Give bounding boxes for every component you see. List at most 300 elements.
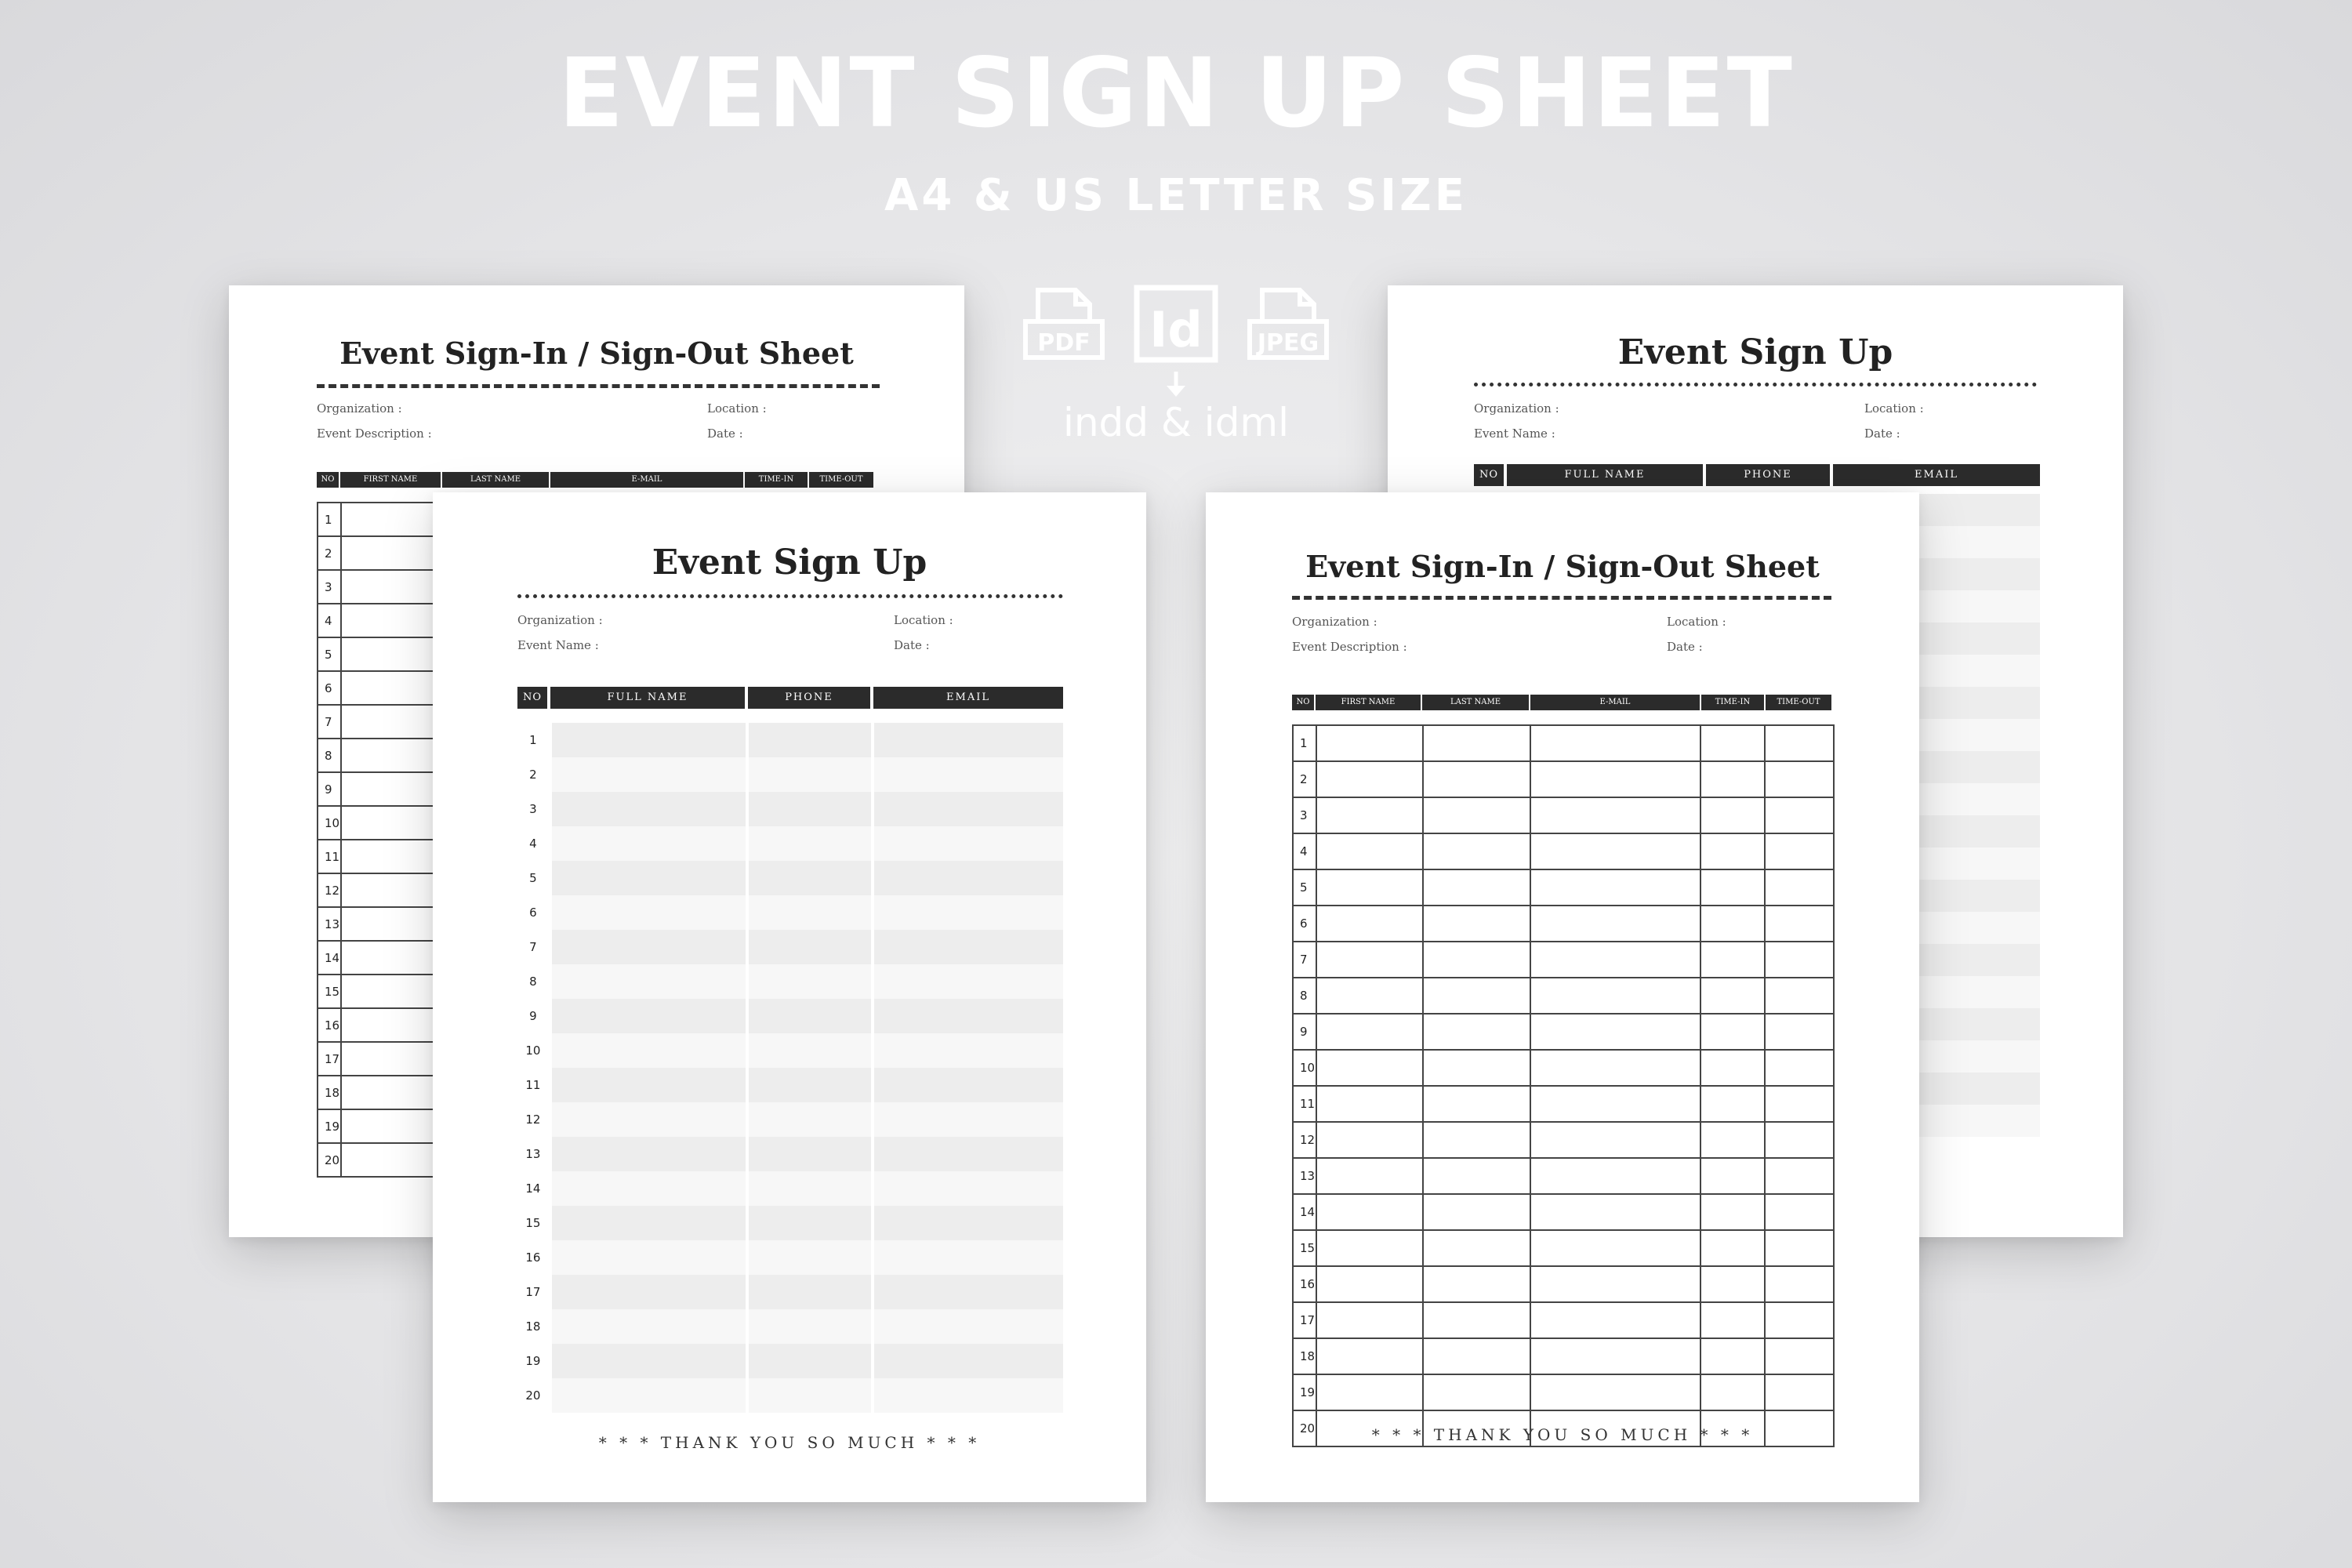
- row-number: 5: [318, 637, 341, 671]
- table-row: [1293, 1194, 1834, 1230]
- entry-cell[interactable]: [1700, 1014, 1765, 1050]
- entry-cell[interactable]: [1423, 761, 1531, 797]
- entry-cell[interactable]: [1765, 906, 1834, 942]
- entry-cell[interactable]: [341, 1076, 443, 1109]
- entry-cell[interactable]: [1765, 1194, 1834, 1230]
- column-header-first-name: FIRST NAME: [1316, 695, 1421, 710]
- sheet-title: Event Sign-In / Sign-Out Sheet: [339, 336, 854, 371]
- entry-cell[interactable]: [1700, 797, 1765, 833]
- entry-cell[interactable]: [552, 792, 746, 826]
- entry-cell[interactable]: [552, 1240, 746, 1275]
- entry-cell[interactable]: [1423, 1194, 1531, 1230]
- entry-cell[interactable]: [874, 826, 1063, 861]
- sheet-title: Event Sign-In / Sign-Out Sheet: [1305, 549, 1820, 584]
- location-label: Location :: [894, 613, 953, 627]
- table-row: [1293, 1014, 1834, 1050]
- thank-you-footer: * * * THANK YOU SO MUCH * * *: [598, 1433, 981, 1452]
- table-row: [517, 999, 1063, 1033]
- row-number: 10: [318, 806, 341, 840]
- entry-cell[interactable]: [874, 861, 1063, 895]
- entry-cell[interactable]: [552, 930, 746, 964]
- column-header-last-name: LAST NAME: [1422, 695, 1529, 710]
- entry-cell[interactable]: [874, 1275, 1063, 1309]
- entry-cell[interactable]: [749, 1240, 871, 1275]
- row-number: 7: [529, 940, 537, 954]
- date-label: Date :: [1864, 426, 1900, 441]
- entry-cell[interactable]: [1700, 1050, 1765, 1086]
- table-row: [517, 1137, 1063, 1171]
- title-separator: [517, 594, 1063, 598]
- entry-cell[interactable]: [1700, 1158, 1765, 1194]
- entry-cell[interactable]: [1700, 906, 1765, 942]
- entry-cell[interactable]: [341, 671, 443, 705]
- column-header-last-name: LAST NAME: [442, 472, 549, 488]
- location-label: Location :: [707, 401, 767, 416]
- row-number: 16: [318, 1008, 341, 1042]
- entry-cell[interactable]: [1700, 942, 1765, 978]
- entry-cell[interactable]: [552, 895, 746, 930]
- table-row: [517, 1171, 1063, 1206]
- row-number: 16: [525, 1250, 541, 1265]
- column-header-no: NO: [517, 687, 547, 709]
- entry-cell[interactable]: [749, 1206, 871, 1240]
- table-row: [517, 1068, 1063, 1102]
- organization-label: Organization :: [517, 613, 603, 627]
- entry-cell[interactable]: [552, 1275, 746, 1309]
- row-number: 1: [318, 503, 341, 536]
- column-header-full-name: FULL NAME: [1507, 464, 1703, 486]
- entry-cell[interactable]: [1423, 1338, 1531, 1374]
- entry-cell[interactable]: [1423, 906, 1531, 942]
- entry-cell[interactable]: [874, 1171, 1063, 1206]
- date-label: Date :: [894, 638, 930, 652]
- entry-cell[interactable]: [1530, 906, 1700, 942]
- entry-cell[interactable]: [1530, 833, 1700, 869]
- row-number: 12: [1293, 1122, 1316, 1158]
- row-number: 20: [525, 1388, 541, 1403]
- row-number: 2: [1293, 761, 1316, 797]
- entry-cell[interactable]: [749, 723, 871, 757]
- entry-cell[interactable]: [749, 826, 871, 861]
- table-row: [1293, 1230, 1834, 1266]
- pdf-file-icon: [1021, 284, 1107, 370]
- table-row: [517, 1275, 1063, 1309]
- table-row: [1293, 1158, 1834, 1194]
- entry-cell[interactable]: [749, 1137, 871, 1171]
- row-number: 19: [1293, 1374, 1316, 1410]
- table-row: [517, 723, 1063, 757]
- sheet-title: Event Sign Up: [652, 543, 927, 583]
- entry-cell[interactable]: [1423, 942, 1531, 978]
- organization-label: Organization :: [1474, 401, 1559, 416]
- row-number: 7: [1293, 942, 1316, 978]
- row-number: 9: [318, 772, 341, 806]
- column-header-email: EMAIL: [873, 687, 1063, 709]
- column-header-time-in: TIME-IN: [1701, 695, 1764, 710]
- table-row: [1293, 1374, 1834, 1410]
- entry-cell[interactable]: [874, 1344, 1063, 1378]
- table-row: [1293, 1338, 1834, 1374]
- row-number: 15: [525, 1216, 541, 1230]
- entry-cell[interactable]: [1316, 725, 1423, 761]
- entry-cell[interactable]: [341, 806, 443, 840]
- entry-cell[interactable]: [1316, 906, 1423, 942]
- entry-cell[interactable]: [1765, 942, 1834, 978]
- entry-cell[interactable]: [341, 604, 443, 637]
- entry-cell[interactable]: [1316, 1194, 1423, 1230]
- row-number: 17: [1293, 1302, 1316, 1338]
- column-header-time-out: TIME-OUT: [1766, 695, 1831, 710]
- entry-cell[interactable]: [1316, 761, 1423, 797]
- jpeg-label: JPEG: [1257, 329, 1319, 357]
- entry-cell[interactable]: [1423, 1230, 1531, 1266]
- entry-cell[interactable]: [1316, 1050, 1423, 1086]
- entry-cell[interactable]: [1530, 869, 1700, 906]
- row-number: 16: [1293, 1266, 1316, 1302]
- entry-cell[interactable]: [1316, 833, 1423, 869]
- row-number: 17: [318, 1042, 341, 1076]
- entry-cell[interactable]: [874, 723, 1063, 757]
- entry-cell[interactable]: [341, 570, 443, 604]
- column-header-phone: PHONE: [1706, 464, 1830, 486]
- entry-cell[interactable]: [552, 861, 746, 895]
- entry-cell[interactable]: [1530, 1014, 1700, 1050]
- entry-cell[interactable]: [1316, 978, 1423, 1014]
- entry-cell[interactable]: [1765, 1230, 1834, 1266]
- column-header-phone: PHONE: [748, 687, 870, 709]
- entry-cell[interactable]: [1765, 1122, 1834, 1158]
- date-label: Date :: [1667, 640, 1703, 654]
- entry-cell[interactable]: [749, 861, 871, 895]
- row-number: 7: [318, 705, 341, 739]
- table-row: [517, 1033, 1063, 1068]
- entry-cell[interactable]: [1423, 1302, 1531, 1338]
- row-number: 10: [1293, 1050, 1316, 1086]
- row-number: 3: [529, 802, 537, 816]
- entry-cell[interactable]: [749, 999, 871, 1033]
- entry-cell[interactable]: [749, 1102, 871, 1137]
- table-row: [517, 964, 1063, 999]
- entry-cell[interactable]: [341, 1143, 443, 1177]
- entry-cell[interactable]: [1700, 978, 1765, 1014]
- table-row: [1293, 1050, 1834, 1086]
- entry-cell[interactable]: [1765, 1086, 1834, 1122]
- entry-cell[interactable]: [1530, 1158, 1700, 1194]
- row-number: 19: [525, 1354, 541, 1368]
- entry-cell[interactable]: [874, 895, 1063, 930]
- entry-cell[interactable]: [341, 536, 443, 570]
- column-header-no: NO: [1292, 695, 1314, 710]
- row-number: 12: [318, 873, 341, 907]
- entry-cell[interactable]: [1530, 1230, 1700, 1266]
- entry-cell[interactable]: [1423, 869, 1531, 906]
- entry-cell[interactable]: [341, 1008, 443, 1042]
- entry-cell[interactable]: [1700, 869, 1765, 906]
- entry-cell[interactable]: [1423, 978, 1531, 1014]
- entry-cell[interactable]: [1765, 1338, 1834, 1374]
- event-description-label: Event Description :: [317, 426, 432, 441]
- entry-cell[interactable]: [1765, 869, 1834, 906]
- entry-cell[interactable]: [1700, 1266, 1765, 1302]
- entry-cell[interactable]: [874, 757, 1063, 792]
- entry-cell[interactable]: [749, 964, 871, 999]
- entry-cell[interactable]: [552, 826, 746, 861]
- table-row: [1293, 869, 1834, 906]
- entry-cell[interactable]: [749, 1378, 871, 1413]
- entry-cell[interactable]: [749, 757, 871, 792]
- file-format-icons: [1011, 284, 1341, 456]
- entry-cell[interactable]: [1316, 1302, 1423, 1338]
- row-number: 15: [318, 975, 341, 1008]
- table-row: [517, 1206, 1063, 1240]
- entry-cell[interactable]: [749, 1171, 871, 1206]
- entry-cell[interactable]: [341, 975, 443, 1008]
- table-row: [1293, 906, 1834, 942]
- row-number: 5: [529, 871, 537, 885]
- entry-cell[interactable]: [552, 757, 746, 792]
- entry-cell[interactable]: [874, 930, 1063, 964]
- entry-cell[interactable]: [1765, 797, 1834, 833]
- column-header-no: NO: [317, 472, 339, 488]
- entry-cell[interactable]: [1423, 1086, 1531, 1122]
- entry-cell[interactable]: [552, 1206, 746, 1240]
- entry-cell[interactable]: [1316, 1122, 1423, 1158]
- table-row: [1293, 1122, 1834, 1158]
- entry-cell[interactable]: [874, 1378, 1063, 1413]
- column-header-time-in: TIME-IN: [745, 472, 808, 488]
- jpeg-file-icon: [1245, 284, 1331, 370]
- entry-cell[interactable]: [874, 1309, 1063, 1344]
- entry-cell[interactable]: [341, 503, 443, 536]
- entry-cell[interactable]: [874, 1137, 1063, 1171]
- location-label: Location :: [1864, 401, 1924, 416]
- entry-cell[interactable]: [1700, 761, 1765, 797]
- entry-cell[interactable]: [749, 792, 871, 826]
- event-description-label: Event Description :: [1292, 640, 1407, 654]
- row-number: 19: [318, 1109, 341, 1143]
- entry-cell[interactable]: [1530, 1194, 1700, 1230]
- entry-cell[interactable]: [552, 1102, 746, 1137]
- entry-cell[interactable]: [1700, 1122, 1765, 1158]
- entry-cell[interactable]: [1423, 725, 1531, 761]
- thank-you-footer: * * * THANK YOU SO MUCH * * *: [1371, 1425, 1754, 1444]
- entry-cell[interactable]: [749, 930, 871, 964]
- entry-cell[interactable]: [874, 1206, 1063, 1240]
- entry-cell[interactable]: [1765, 1302, 1834, 1338]
- entry-cell[interactable]: [341, 637, 443, 671]
- entry-cell[interactable]: [1423, 833, 1531, 869]
- table-row: [517, 1378, 1063, 1413]
- row-number: 10: [525, 1044, 541, 1058]
- table-row: [1293, 942, 1834, 978]
- entry-cell[interactable]: [1530, 725, 1700, 761]
- front-signup-sheet: [433, 492, 1146, 1502]
- row-number: 18: [1293, 1338, 1316, 1374]
- entry-cell[interactable]: [874, 1102, 1063, 1137]
- entry-cell[interactable]: [1765, 1158, 1834, 1194]
- entry-cell[interactable]: [1530, 1122, 1700, 1158]
- entry-cell[interactable]: [749, 1033, 871, 1068]
- entry-cell[interactable]: [552, 723, 746, 757]
- column-header-email: E-MAIL: [1530, 695, 1700, 710]
- entry-cell[interactable]: [552, 1171, 746, 1206]
- row-number: 14: [318, 941, 341, 975]
- row-number: 20: [318, 1143, 341, 1177]
- row-number: 18: [525, 1319, 541, 1334]
- table-row: [1293, 1086, 1834, 1122]
- entry-cell[interactable]: [341, 941, 443, 975]
- entry-cell[interactable]: [1530, 1302, 1700, 1338]
- table-row: [1293, 797, 1834, 833]
- entry-cell[interactable]: [552, 1068, 746, 1102]
- row-number: 1: [529, 733, 537, 747]
- column-header-time-out: TIME-OUT: [809, 472, 873, 488]
- row-number: 13: [525, 1147, 541, 1161]
- row-number: 4: [1293, 833, 1316, 869]
- title-separator: [1292, 596, 1831, 600]
- sheet-title: Event Sign Up: [1617, 332, 1893, 372]
- entry-cell[interactable]: [1530, 1050, 1700, 1086]
- entry-cell[interactable]: [1316, 942, 1423, 978]
- entry-cell[interactable]: [1423, 1122, 1531, 1158]
- entry-cell[interactable]: [1765, 1050, 1834, 1086]
- entry-cell[interactable]: [1423, 1374, 1531, 1410]
- entry-cell[interactable]: [749, 895, 871, 930]
- table-row: [517, 1309, 1063, 1344]
- entry-cell[interactable]: [1316, 797, 1423, 833]
- entry-cell[interactable]: [1316, 1338, 1423, 1374]
- pdf-label: PDF: [1037, 329, 1091, 357]
- entry-cell[interactable]: [341, 705, 443, 739]
- entry-cell[interactable]: [1700, 1086, 1765, 1122]
- entry-cell[interactable]: [1423, 1158, 1531, 1194]
- entry-cell[interactable]: [1423, 1050, 1531, 1086]
- entry-cell[interactable]: [1700, 1338, 1765, 1374]
- row-number: 14: [525, 1181, 541, 1196]
- title-separator: [1474, 383, 2037, 387]
- row-number: 4: [318, 604, 341, 637]
- entry-cell[interactable]: [1316, 1014, 1423, 1050]
- entry-cell[interactable]: [1316, 1230, 1423, 1266]
- entry-cell[interactable]: [874, 1240, 1063, 1275]
- entry-cell[interactable]: [1700, 833, 1765, 869]
- entry-cell[interactable]: [1700, 1230, 1765, 1266]
- entry-cell[interactable]: [1530, 1086, 1700, 1122]
- entry-cell[interactable]: [552, 1033, 746, 1068]
- event-name-label: Event Name :: [1474, 426, 1555, 441]
- entry-cell[interactable]: [1316, 1158, 1423, 1194]
- row-number: 11: [1293, 1086, 1316, 1122]
- entry-cell[interactable]: [552, 999, 746, 1033]
- indesign-file-icon: [1133, 284, 1219, 370]
- entry-cell[interactable]: [1700, 725, 1765, 761]
- row-number: 6: [529, 906, 537, 920]
- entry-cell[interactable]: [1530, 1266, 1700, 1302]
- front-signin-sheet: [1206, 492, 1919, 1502]
- format-caption: indd & idml: [1062, 400, 1290, 445]
- signup-table: [514, 723, 1066, 1413]
- entry-cell[interactable]: [1700, 1302, 1765, 1338]
- table-row: [1293, 1266, 1834, 1302]
- entry-cell[interactable]: [1530, 797, 1700, 833]
- entry-cell[interactable]: [341, 1109, 443, 1143]
- entry-cell[interactable]: [1423, 1266, 1531, 1302]
- row-number: 8: [1293, 978, 1316, 1014]
- entry-cell[interactable]: [552, 1344, 746, 1378]
- entry-cell[interactable]: [552, 964, 746, 999]
- entry-cell[interactable]: [1765, 1014, 1834, 1050]
- row-number: 13: [318, 907, 341, 941]
- entry-cell[interactable]: [552, 1137, 746, 1171]
- title-separator: [317, 384, 880, 388]
- row-number: 18: [318, 1076, 341, 1109]
- entry-cell[interactable]: [1700, 1194, 1765, 1230]
- entry-cell[interactable]: [1423, 797, 1531, 833]
- entry-cell[interactable]: [1765, 725, 1834, 761]
- entry-cell[interactable]: [341, 772, 443, 806]
- entry-cell[interactable]: [1530, 1338, 1700, 1374]
- entry-cell[interactable]: [1765, 761, 1834, 797]
- entry-cell[interactable]: [749, 1309, 871, 1344]
- row-number: 8: [529, 975, 537, 989]
- row-number: 2: [529, 768, 537, 782]
- entry-cell[interactable]: [749, 1344, 871, 1378]
- entry-cell[interactable]: [1316, 869, 1423, 906]
- entry-cell[interactable]: [341, 873, 443, 907]
- column-header-first-name: FIRST NAME: [340, 472, 441, 488]
- column-header-full-name: FULL NAME: [550, 687, 745, 709]
- row-number: 11: [318, 840, 341, 873]
- entry-cell[interactable]: [1316, 1086, 1423, 1122]
- entry-cell[interactable]: [1423, 1014, 1531, 1050]
- event-name-label: Event Name :: [517, 638, 599, 652]
- entry-cell[interactable]: [1765, 1374, 1834, 1410]
- entry-cell[interactable]: [341, 739, 443, 772]
- date-label: Date :: [707, 426, 743, 441]
- row-number: 17: [525, 1285, 541, 1299]
- row-number: 13: [1293, 1158, 1316, 1194]
- entry-cell[interactable]: [874, 964, 1063, 999]
- entry-cell[interactable]: [1700, 1374, 1765, 1410]
- entry-cell[interactable]: [1530, 761, 1700, 797]
- entry-cell[interactable]: [1530, 978, 1700, 1014]
- entry-cell[interactable]: [1765, 1266, 1834, 1302]
- entry-cell[interactable]: [341, 840, 443, 873]
- entry-cell[interactable]: [1765, 978, 1834, 1014]
- entry-cell[interactable]: [874, 999, 1063, 1033]
- entry-cell[interactable]: [1765, 833, 1834, 869]
- row-number: 6: [318, 671, 341, 705]
- entry-cell[interactable]: [749, 1068, 871, 1102]
- banner-subtitle: A4 & US LETTER SIZE: [884, 170, 1468, 221]
- entry-cell[interactable]: [1530, 1374, 1700, 1410]
- table-row: [1293, 761, 1834, 797]
- entry-cell[interactable]: [749, 1275, 871, 1309]
- organization-label: Organization :: [317, 401, 402, 416]
- entry-cell[interactable]: [1530, 942, 1700, 978]
- entry-cell[interactable]: [1316, 1266, 1423, 1302]
- entry-cell[interactable]: [341, 907, 443, 941]
- table-row: [517, 1344, 1063, 1378]
- entry-cell[interactable]: [341, 1042, 443, 1076]
- entry-cell[interactable]: [552, 1309, 746, 1344]
- entry-cell[interactable]: [1316, 1374, 1423, 1410]
- entry-cell[interactable]: [874, 1068, 1063, 1102]
- entry-cell[interactable]: [552, 1378, 746, 1413]
- entry-cell[interactable]: [874, 792, 1063, 826]
- banner-title: EVENT SIGN UP SHEET: [558, 38, 1794, 149]
- entry-cell[interactable]: [874, 1033, 1063, 1068]
